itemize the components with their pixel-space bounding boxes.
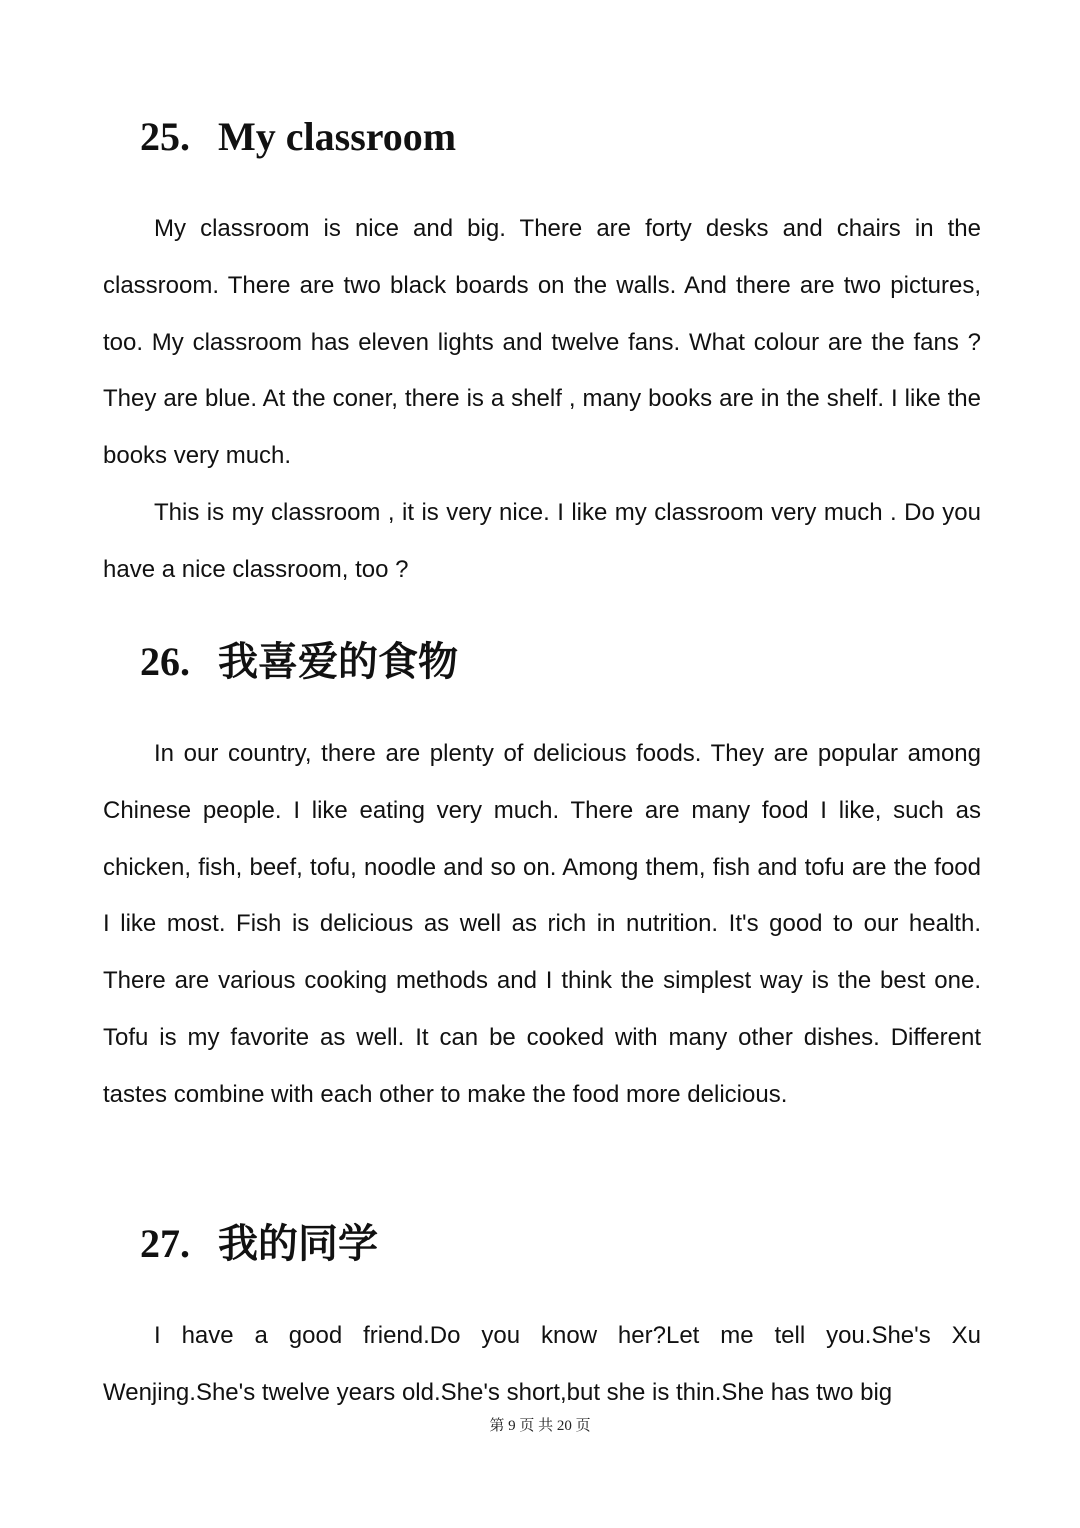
section-number: 26. (140, 639, 190, 684)
section-title: 我的同学 (218, 1220, 378, 1267)
section-27-body (103, 1308, 981, 1422)
section-27-heading (140, 1220, 378, 1268)
section-25-heading (140, 113, 456, 161)
paragraph: My classroom is nice and big. There are forty desks and chairs in the classroom. There are two black boards on the walls. And there are two pictures, too. My classroom has eleven lights and twelve fans. What colour are the fans ? They are blue. At the coner, there is a shelf , many books are in the shelf. I like the books very much. (103, 215, 981, 470)
paragraph: In our country, there are plenty of delicious foods. They are popular among Chinese people. I like eating very much. There are many food I like, such as chicken, fish, beef, tofu, noodle and so on. Among them, fish and tofu are the food I like most. Fish is delicious as well as rich in nutrition. It's good to our health. There are various cooking methods and I think the simplest way is the best one. Tofu is my favorite as well. It can be cooked with many other dishes. Different tastes combine with each other to make the food more delicious. (103, 740, 981, 1108)
section-title: 我喜爱的食物 (218, 638, 458, 685)
section-26-body (103, 726, 981, 1124)
section-number: 27. (140, 1221, 190, 1266)
section-number: 25. (140, 114, 190, 159)
section-title: My classroom (218, 114, 457, 159)
section-26-heading (140, 638, 458, 686)
page-number-footer: 第 9 页 共 20 页 (489, 1418, 591, 1434)
paragraph: I have a good friend.Do you know her?Let me tell you.She's Xu Wenjing.She's twelve years old.She's short,but she is thin.She has two big (103, 1322, 981, 1406)
paragraph: This is my classroom , it is very nice. I like my classroom very much . Do you have a nice classroom, too ? (103, 498, 981, 583)
section-25-body (103, 201, 981, 599)
